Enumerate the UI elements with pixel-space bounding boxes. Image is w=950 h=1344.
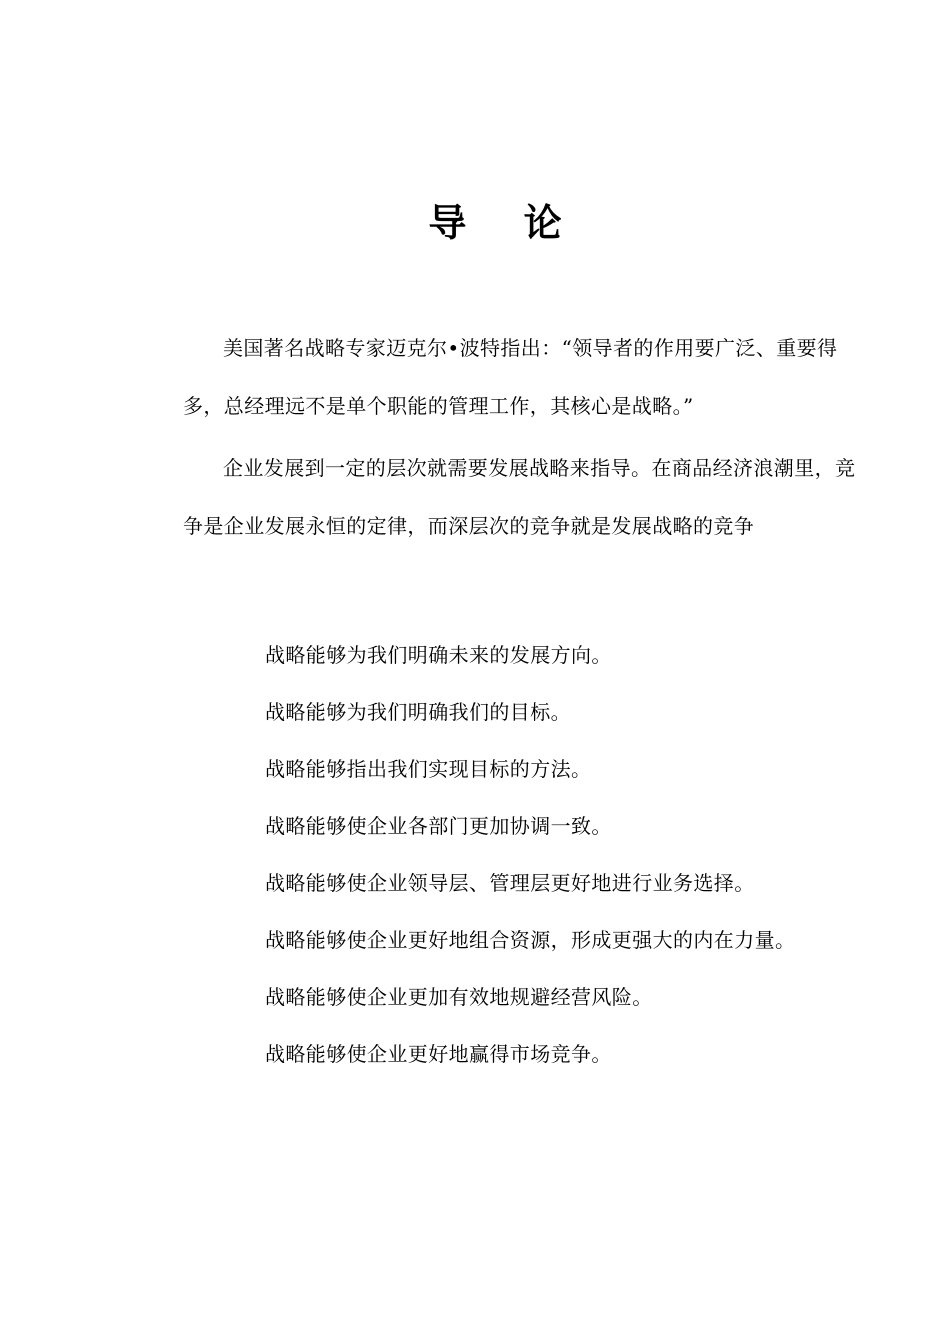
list-item: 战略能够指出我们实现目标的方法。: [265, 757, 592, 781]
paragraph-enterprise-development: 企业发展到一定的层次就需要发展战略来指导。在商品经济浪潮里，竞争是企业发展永恒的定律，而深层次的竞争就是发展战略的竞争: [183, 456, 856, 538]
strategy-benefits-list: [265, 627, 795, 1083]
list-item: 战略能够为我们明确我们的目标。: [265, 700, 571, 724]
list-item: 战略能够使企业更好地组合资源，形成更强大的内在力量。: [265, 928, 796, 952]
list-item: 战略能够使企业各部门更加协调一致。: [265, 814, 612, 838]
list-item: 战略能够使企业更好地赢得市场竞争。: [265, 1042, 612, 1066]
list-item: 战略能够为我们明确未来的发展方向。: [265, 643, 612, 667]
page-title: 导 论: [428, 201, 584, 246]
list-item: 战略能够使企业领导层、管理层更好地进行业务选择。: [265, 871, 755, 895]
list-item: 战略能够使企业更加有效地规避经营风险。: [265, 985, 653, 1009]
paragraph-porter-quote: 美国著名战略专家迈克尔•波特指出：“领导者的作用要广泛、重要得多，总经理远不是单个职能的管理工作，其核心是战略。”: [183, 336, 838, 418]
